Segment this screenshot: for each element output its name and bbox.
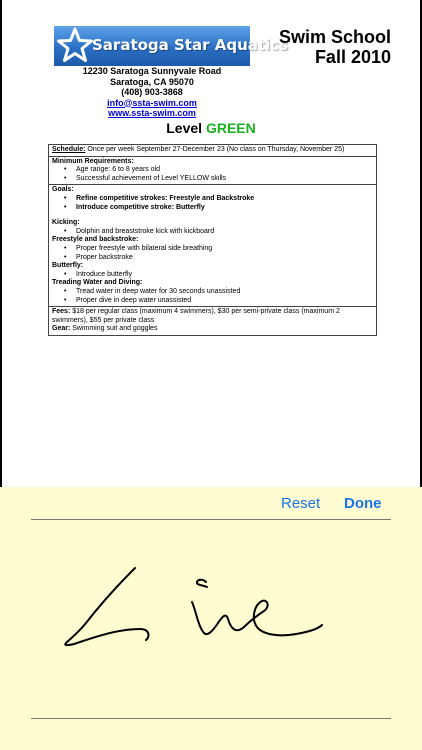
goals-list	[64, 195, 373, 212]
class-info-table	[48, 144, 377, 336]
kicking-list	[64, 228, 373, 237]
phone: (408) 903-3868	[121, 87, 183, 97]
done-button[interactable]: Done	[344, 495, 382, 512]
street: 12230 Saratoga Sunnyvale Road	[82, 66, 222, 76]
requirements-row	[49, 157, 376, 186]
goals-label: Goals:	[52, 186, 74, 194]
fees-line	[52, 308, 373, 325]
level-title	[2, 120, 420, 136]
free-back-label: Freestyle and backstroke:	[52, 236, 139, 244]
list-item: • Tread water in deep water for 30 seconds unassisted	[64, 288, 373, 297]
butterfly-label: Butterfly:	[52, 262, 84, 270]
logo-text: Saratoga Star Aquatics	[92, 36, 288, 54]
schedule-row	[49, 145, 376, 157]
fees-gear-row	[49, 307, 376, 335]
free-back-list	[64, 245, 373, 262]
document-heading	[279, 27, 391, 67]
list-item: • Proper backstroke	[64, 254, 373, 263]
goals-row	[49, 185, 376, 307]
city: Saratoga, CA 95070	[110, 76, 194, 87]
signature-drawing	[0, 487, 422, 750]
gear-label: Gear:	[52, 325, 71, 333]
fees-label: Fees:	[52, 308, 71, 316]
treading-label: Treading Water and Diving:	[52, 279, 143, 287]
schedule-text: Once per week September 27-December 23 (No class on Thursday, November 25)	[85, 146, 345, 153]
min-req-label: Minimum Requirements:	[52, 157, 134, 165]
list-item: • Proper freestyle with bilateral side breathing	[64, 245, 373, 254]
gear-text: Swimming suit and goggles	[70, 325, 158, 333]
logo	[54, 26, 288, 66]
list-item: • Successful achievement of Level YELLOW skills	[64, 175, 373, 184]
heading-line-1: Swim School	[278, 27, 391, 47]
email-link[interactable]: info@ssta-swim.com	[107, 97, 197, 108]
list-item: • Refine competitive strokes: Freestyle and Backstroke	[64, 195, 373, 204]
treading-list	[64, 288, 373, 305]
gear-line	[52, 325, 373, 334]
heading-line-2: Fall 2010	[314, 47, 391, 67]
reset-button[interactable]: Reset	[281, 495, 321, 512]
kicking-label: Kicking:	[52, 219, 80, 227]
level-name: GREEN	[205, 120, 256, 136]
star-icon	[57, 26, 93, 66]
address-block	[54, 66, 250, 119]
list-item: • Introduce competitive stroke: Butterfly	[64, 204, 373, 213]
list-item: • Age range: 6 to 8 years old	[64, 166, 373, 175]
document-page	[2, 0, 420, 487]
butterfly-list	[64, 271, 373, 280]
level-prefix: Level	[166, 120, 206, 136]
fees-text: $18 per regular class (maximum 4 swimmers), $30 per semi-private class (maximum 2 swimmers), $55 per private class	[52, 308, 340, 324]
schedule-label: Schedule:	[52, 146, 86, 153]
list-item: • Introduce butterfly	[64, 271, 373, 280]
website-link[interactable]: www.ssta-swim.com	[108, 108, 196, 118]
min-req-list	[64, 166, 373, 183]
list-item: • Proper dive in deep water unassisted	[64, 297, 373, 306]
list-item: • Dolphin and breaststroke kick with kickboard	[64, 228, 373, 237]
